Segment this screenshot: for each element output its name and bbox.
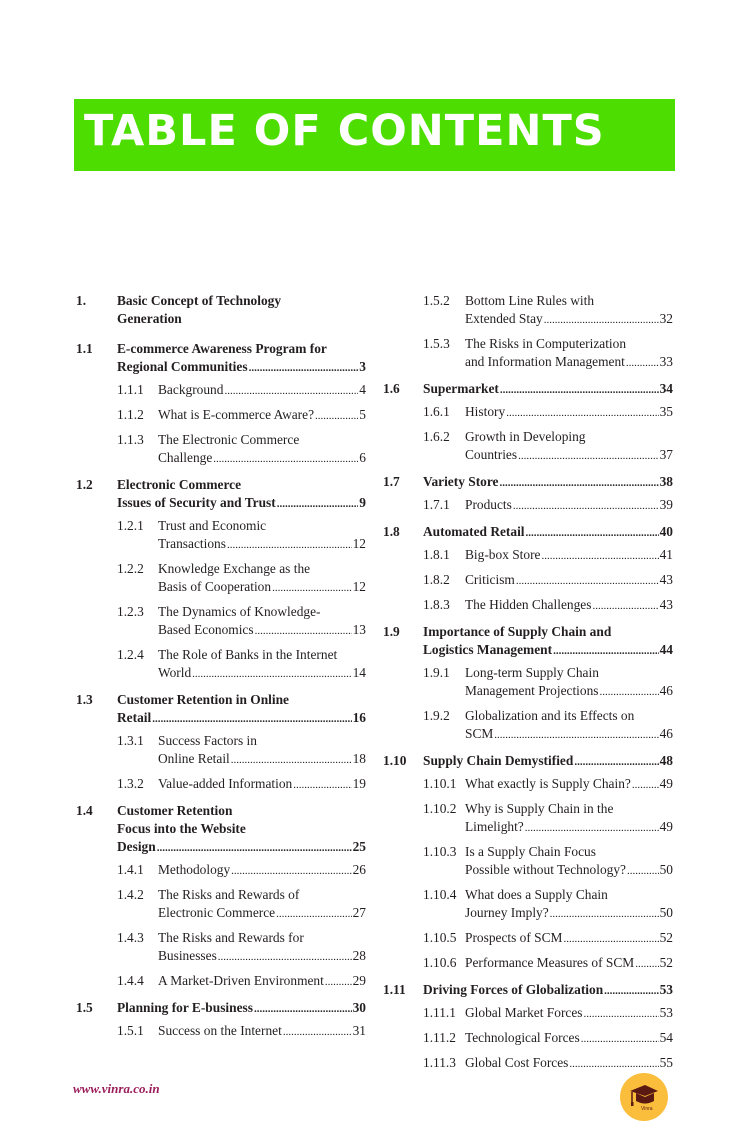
page-number: 16: [352, 710, 366, 725]
dot-leader: [544, 310, 659, 329]
section-title: The Dynamics of Knowledge- Based Economics ..... 13: [158, 603, 366, 640]
section-number: 1.4: [76, 803, 93, 818]
section-title: E-commerce Awareness Program for Regional Communities ..... 3: [117, 340, 366, 377]
page-number: 52: [659, 930, 673, 945]
toc-entry[interactable]: [76, 517, 366, 554]
page-number: 55: [659, 1055, 673, 1070]
page-number: 48: [659, 753, 673, 768]
section-number: 1.: [76, 293, 87, 308]
toc-entry[interactable]: [383, 1004, 673, 1023]
dot-leader: [542, 546, 659, 565]
section-number: 1.8.2: [423, 572, 450, 587]
section-number: 1.11: [383, 982, 406, 997]
dot-leader: [563, 929, 658, 948]
dot-leader: [574, 752, 658, 771]
toc-entry[interactable]: [76, 999, 366, 1018]
toc-entry[interactable]: [383, 335, 673, 372]
section-number: 1.5.2: [423, 293, 450, 308]
page-number: 53: [659, 1005, 673, 1020]
section-title: Variety Store ..... 38: [423, 473, 673, 492]
section-title: The Risks in Computerization and Information Management ..... 33: [465, 335, 673, 372]
section-number: 1.10.3: [423, 844, 457, 859]
toc-entry[interactable]: [76, 1022, 366, 1041]
section-number: 1.10.4: [423, 887, 457, 902]
toc-entry[interactable]: [383, 623, 673, 660]
section-title: Supply Chain Demystified ..... 48: [423, 752, 673, 771]
toc-entry[interactable]: [76, 972, 366, 991]
toc-column-right: [383, 292, 673, 1079]
vinra-logo: [620, 1073, 668, 1121]
section-number: 1.2: [76, 477, 93, 492]
page-number: 33: [659, 354, 673, 369]
section-number: 1.10.6: [423, 955, 457, 970]
toc-entry[interactable]: [76, 802, 366, 857]
section-title: Customer Retention Focus into the Website Design ..... 25: [117, 802, 366, 857]
section-number: 1.10.5: [423, 930, 457, 945]
dot-leader: [231, 861, 351, 880]
section-number: 1.3.1: [117, 733, 144, 748]
dot-leader: [627, 861, 659, 880]
footer-website-link[interactable]: www.vinra.co.in: [73, 1081, 160, 1096]
graduation-cap-icon: [629, 1083, 659, 1111]
section-number: 1.10.2: [423, 801, 457, 816]
toc-entry[interactable]: [383, 775, 673, 794]
section-title: Importance of Supply Chain and Logistics Management ..... 44: [423, 623, 673, 660]
dot-leader: [218, 947, 352, 966]
page-title: TABLE OF CONTENTS: [84, 106, 605, 156]
dot-leader: [581, 1029, 659, 1048]
section-title: Long-term Supply Chain Management Projections ..... 46: [465, 664, 673, 701]
toc-entry[interactable]: [383, 800, 673, 837]
dot-leader: [231, 750, 352, 769]
section-number: 1.6: [383, 381, 400, 396]
section-title: Knowledge Exchange as the Basis of Cooperation ..... 12: [158, 560, 366, 597]
page-number: 26: [352, 862, 366, 877]
toc-entry[interactable]: [383, 571, 673, 590]
section-number: 1.5: [76, 1000, 93, 1015]
section-title: Supermarket ..... 34: [423, 380, 673, 399]
section-title: What does a Supply Chain Journey Imply? ..... 50: [465, 886, 673, 923]
page-number: 46: [659, 683, 673, 698]
dot-leader: [325, 972, 352, 991]
svg-text:Vinra: Vinra: [641, 1106, 653, 1111]
section-title: The Role of Banks in the Internet World ..... 14: [158, 646, 366, 683]
page-number: 38: [659, 474, 673, 489]
dot-leader: [600, 682, 659, 701]
dot-leader: [157, 838, 352, 857]
section-title: History ..... 35: [465, 403, 673, 422]
section-title: Electronic Commerce Issues of Security and Trust ..... 9: [117, 476, 366, 513]
page-number: 43: [659, 597, 673, 612]
section-number: 1.8.3: [423, 597, 450, 612]
toc-entry[interactable]: [383, 523, 673, 542]
dot-leader: [506, 403, 658, 422]
section-title: Planning for E-business ..... 30: [117, 999, 366, 1018]
page-number: 30: [352, 1000, 366, 1015]
dot-leader: [500, 380, 659, 399]
toc-entry[interactable]: [76, 560, 366, 597]
toc-entry[interactable]: [383, 954, 673, 973]
toc-column-left: [76, 292, 366, 1047]
page-number: 12: [352, 579, 366, 594]
dot-leader: [516, 571, 659, 590]
section-number: 1.11.2: [423, 1030, 456, 1045]
dot-leader: [569, 1054, 658, 1073]
dot-leader: [518, 446, 659, 465]
dot-leader: [494, 725, 658, 744]
page-number: 5: [359, 407, 366, 422]
toc-entry[interactable]: [76, 406, 366, 425]
section-title: Criticism ..... 43: [465, 571, 673, 590]
section-number: 1.1.2: [117, 407, 144, 422]
toc-entry[interactable]: [76, 886, 366, 923]
section-title: A Market-Driven Environment ..... 29: [158, 972, 366, 991]
section-title: Automated Retail ..... 40: [423, 523, 673, 542]
section-number: 1.7.1: [423, 497, 450, 512]
section-number: 1.3.2: [117, 776, 144, 791]
toc-entry[interactable]: [76, 861, 366, 880]
dot-leader: [192, 664, 351, 683]
page-number: 9: [359, 495, 366, 510]
toc-entry[interactable]: [383, 843, 673, 880]
section-number: 1.3: [76, 692, 93, 707]
section-number: 1.1.3: [117, 432, 144, 447]
toc-entry[interactable]: [76, 691, 366, 728]
section-title: Why is Supply Chain in the Limelight? ..... 49: [465, 800, 673, 837]
section-number: 1.10.1: [423, 776, 457, 791]
toc-entry[interactable]: [76, 775, 366, 794]
dot-leader: [276, 904, 351, 923]
dot-leader: [272, 578, 352, 597]
section-title: Success on the Internet ..... 31: [158, 1022, 366, 1041]
section-title: The Hidden Challenges ..... 43: [465, 596, 673, 615]
toc-entry[interactable]: [383, 707, 673, 744]
page-number: 54: [659, 1030, 673, 1045]
dot-leader: [550, 904, 659, 923]
toc-entry[interactable]: [383, 929, 673, 948]
dot-leader: [526, 523, 659, 542]
page-number: 3: [359, 359, 366, 374]
dot-leader: [584, 1004, 659, 1023]
page-number: 25: [352, 839, 366, 854]
toc-entry[interactable]: [76, 381, 366, 400]
toc-entry[interactable]: [383, 752, 673, 771]
section-title: Global Market Forces ..... 53: [465, 1004, 673, 1023]
toc-entry[interactable]: [383, 292, 673, 329]
toc-entry[interactable]: [76, 431, 366, 468]
section-number: 1.1: [76, 341, 93, 356]
section-title: Background ..... 4: [158, 381, 366, 400]
section-title: Products ..... 39: [465, 496, 673, 515]
section-number: 1.11.1: [423, 1005, 456, 1020]
toc-entry[interactable]: [383, 981, 673, 1000]
section-number: 1.1.1: [117, 382, 144, 397]
section-number: 1.11.3: [423, 1055, 456, 1070]
dot-leader: [553, 641, 659, 660]
section-number: 1.4.2: [117, 887, 144, 902]
page-number: 37: [659, 447, 673, 462]
dot-leader: [249, 358, 359, 377]
toc-entry[interactable]: [383, 403, 673, 422]
section-title: The Electronic Commerce Challenge ..... 6: [158, 431, 366, 468]
section-title: Bottom Line Rules with Extended Stay ..... 32: [465, 292, 673, 329]
section-title: Trust and Economic Transactions ..... 12: [158, 517, 366, 554]
section-title: Basic Concept of Technology Generation: [117, 293, 282, 326]
page-number: 49: [659, 776, 673, 791]
section-number: 1.4.1: [117, 862, 144, 877]
page-number: 12: [352, 536, 366, 551]
page-number: 34: [659, 381, 673, 396]
section-number: 1.5.3: [423, 336, 450, 351]
page-number: 6: [359, 450, 366, 465]
toc-entry[interactable]: [76, 340, 366, 377]
toc-entry[interactable]: [383, 664, 673, 701]
section-title: Globalization and its Effects on SCM ..... 46: [465, 707, 673, 744]
dot-leader: [604, 981, 658, 1000]
section-title: Methodology ..... 26: [158, 861, 366, 880]
dot-leader: [152, 709, 351, 728]
section-title: Success Factors in Online Retail ..... 18: [158, 732, 366, 769]
section-number: 1.5.1: [117, 1023, 144, 1038]
section-number: 1.9: [383, 624, 400, 639]
section-number: 1.8: [383, 524, 400, 539]
toc-entry[interactable]: [76, 603, 366, 640]
dot-leader: [283, 1022, 352, 1041]
page-number: 50: [659, 862, 673, 877]
section-title: Technological Forces ..... 54: [465, 1029, 673, 1048]
toc-entry[interactable]: [76, 476, 366, 513]
section-number: 1.4.4: [117, 973, 144, 988]
dot-leader: [635, 954, 658, 973]
dot-leader: [626, 353, 659, 372]
section-number: 1.8.1: [423, 547, 450, 562]
page-number: 53: [659, 982, 673, 997]
page-number: 31: [352, 1023, 366, 1038]
title-banner: [74, 99, 675, 171]
toc-entry[interactable]: [76, 929, 366, 966]
section-number: 1.2.2: [117, 561, 144, 576]
toc-entry[interactable]: [76, 646, 366, 683]
section-title: Driving Forces of Globalization ..... 53: [423, 981, 673, 1000]
page-number: 19: [352, 776, 366, 791]
page-number: 39: [659, 497, 673, 512]
page-number: 28: [352, 948, 366, 963]
dot-leader: [227, 535, 352, 554]
section-number: 1.2.3: [117, 604, 144, 619]
section-number: 1.6.1: [423, 404, 450, 419]
toc-entry[interactable]: [383, 1054, 673, 1073]
toc-entry[interactable]: [383, 886, 673, 923]
dot-leader: [500, 473, 659, 492]
section-title: Performance Measures of SCM ..... 52: [465, 954, 673, 973]
page-number: 13: [352, 622, 366, 637]
page-number: 29: [352, 973, 366, 988]
toc-entry[interactable]: [383, 596, 673, 615]
page-number: 40: [659, 524, 673, 539]
page-number: 32: [659, 311, 673, 326]
toc-entry[interactable]: [383, 546, 673, 565]
section-title: Value-added Information ..... 19: [158, 775, 366, 794]
section-title: Global Cost Forces ..... 55: [465, 1054, 673, 1073]
page-number: 27: [352, 905, 366, 920]
section-number: 1.7: [383, 474, 400, 489]
page-number: 41: [659, 547, 673, 562]
section-number: 1.9.1: [423, 665, 450, 680]
page-number: 50: [659, 905, 673, 920]
dot-leader: [277, 494, 359, 513]
section-title: Prospects of SCM ..... 52: [465, 929, 673, 948]
section-number: 1.6.2: [423, 429, 450, 444]
toc-entry[interactable]: [76, 292, 366, 328]
section-title: Customer Retention in Online Retail ..... 16: [117, 691, 366, 728]
section-title: Growth in Developing Countries ..... 37: [465, 428, 673, 465]
section-title: The Risks and Rewards for Businesses ..... 28: [158, 929, 366, 966]
page-number: 4: [359, 382, 366, 397]
page-number: 44: [659, 642, 673, 657]
page-number: 46: [659, 726, 673, 741]
section-title: What is E-commerce Aware? ..... 5: [158, 406, 366, 425]
dot-leader: [632, 775, 659, 794]
page-number: 49: [659, 819, 673, 834]
toc-entry[interactable]: [383, 473, 673, 492]
dot-leader: [293, 775, 351, 794]
section-title: The Risks and Rewards of Electronic Commerce ..... 27: [158, 886, 366, 923]
dot-leader: [525, 818, 659, 837]
page-number: 43: [659, 572, 673, 587]
section-title: What exactly is Supply Chain? ..... 49: [465, 775, 673, 794]
dot-leader: [213, 449, 358, 468]
section-title: Big-box Store ..... 41: [465, 546, 673, 565]
section-number: 1.4.3: [117, 930, 144, 945]
toc-entry[interactable]: [383, 428, 673, 465]
page-number: 35: [659, 404, 673, 419]
dot-leader: [254, 999, 352, 1018]
dot-leader: [224, 381, 358, 400]
page-number: 18: [352, 751, 366, 766]
section-number: 1.2.4: [117, 647, 144, 662]
dot-leader: [592, 596, 658, 615]
toc-entry[interactable]: [383, 1029, 673, 1048]
section-title: Is a Supply Chain Focus Possible without Technology? ..... 50: [465, 843, 673, 880]
section-number: 1.2.1: [117, 518, 144, 533]
toc-entry[interactable]: [76, 732, 366, 769]
dot-leader: [513, 496, 659, 515]
section-number: 1.9.2: [423, 708, 450, 723]
page-number: 52: [659, 955, 673, 970]
toc-entry[interactable]: [383, 380, 673, 399]
dot-leader: [315, 406, 358, 425]
toc-entry[interactable]: [383, 496, 673, 515]
section-number: 1.10: [383, 753, 407, 768]
page-number: 14: [352, 665, 366, 680]
dot-leader: [255, 621, 352, 640]
